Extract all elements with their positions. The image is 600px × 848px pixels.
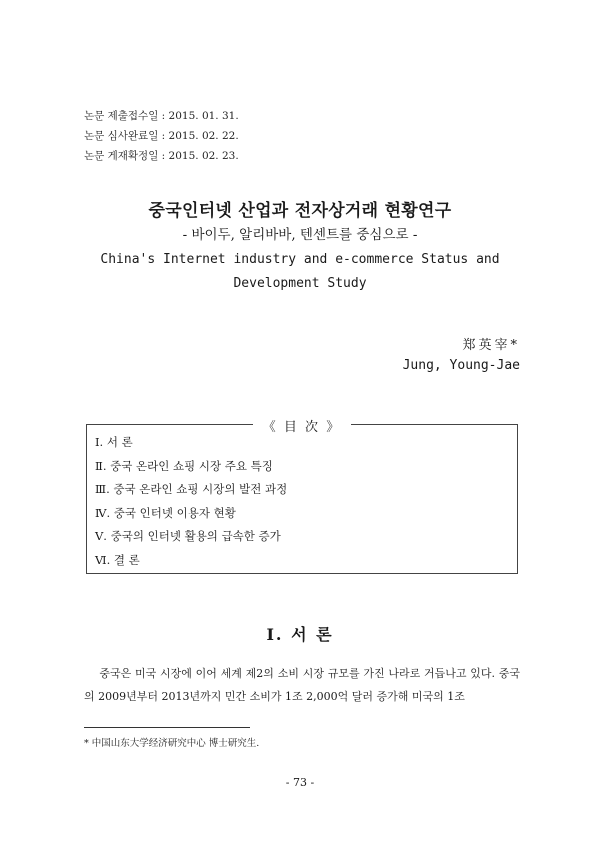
toc-item: Ⅲ. 중국 온라인 쇼핑 시장의 발전 과정 bbox=[95, 482, 288, 496]
paper-title-english bbox=[0, 248, 600, 296]
section-heading: Ⅰ. 서 론 bbox=[266, 625, 334, 644]
table-of-contents bbox=[86, 420, 518, 574]
submission-dates bbox=[84, 106, 239, 166]
date-accepted: 논문 게재확정일 : 2015. 02. 23. bbox=[84, 150, 239, 162]
date-reviewed: 논문 심사완료일 : 2015. 02. 22. bbox=[84, 130, 239, 142]
toc-item: Ⅱ. 중국 온라인 쇼핑 시장 주요 특징 bbox=[95, 458, 273, 473]
toc-list bbox=[95, 431, 287, 572]
page-number: - 73 - bbox=[285, 776, 315, 789]
toc-item: Ⅴ. 중국의 인터넷 활용의 급속한 증가 bbox=[95, 529, 281, 543]
toc-heading-label: 《 目 次 》 bbox=[253, 420, 351, 435]
body-text bbox=[84, 662, 520, 708]
paper-title-english-line2: Development Study bbox=[233, 276, 367, 291]
author-name-chinese: 郑英宰* bbox=[462, 338, 520, 353]
paper-title-korean: 중국인터넷 산업과 전자상거래 현황연구 bbox=[148, 201, 452, 221]
author-name-english: Jung, Young-Jae bbox=[402, 358, 520, 373]
toc-item: Ⅰ. 서 론 bbox=[95, 435, 133, 449]
body-paragraph: 중국은 미국 시장에 이어 세계 제2의 소비 시장 규모를 가진 나라로 거듭나고 있다. 중국의 2009년부터 2013년까지 민간 소비가 1조 2,000억 달러 증가해 미국의 1조 bbox=[84, 667, 520, 703]
date-submitted: 논문 제출접수일 : 2015. 01. 31. bbox=[84, 110, 239, 122]
footnote-divider bbox=[84, 727, 250, 728]
footnote: * 中国山东大学经济研究中心 博士研究生. bbox=[84, 738, 260, 749]
paper-subtitle-korean: - 바이두, 알리바바, 텐센트를 중심으로 - bbox=[182, 227, 418, 243]
toc-item: Ⅵ. 결 론 bbox=[95, 552, 140, 567]
toc-item: Ⅳ. 중국 인터넷 이용자 현황 bbox=[95, 505, 236, 520]
paper-title-english-line1: China's Internet industry and e-commerce Status and bbox=[100, 252, 500, 267]
